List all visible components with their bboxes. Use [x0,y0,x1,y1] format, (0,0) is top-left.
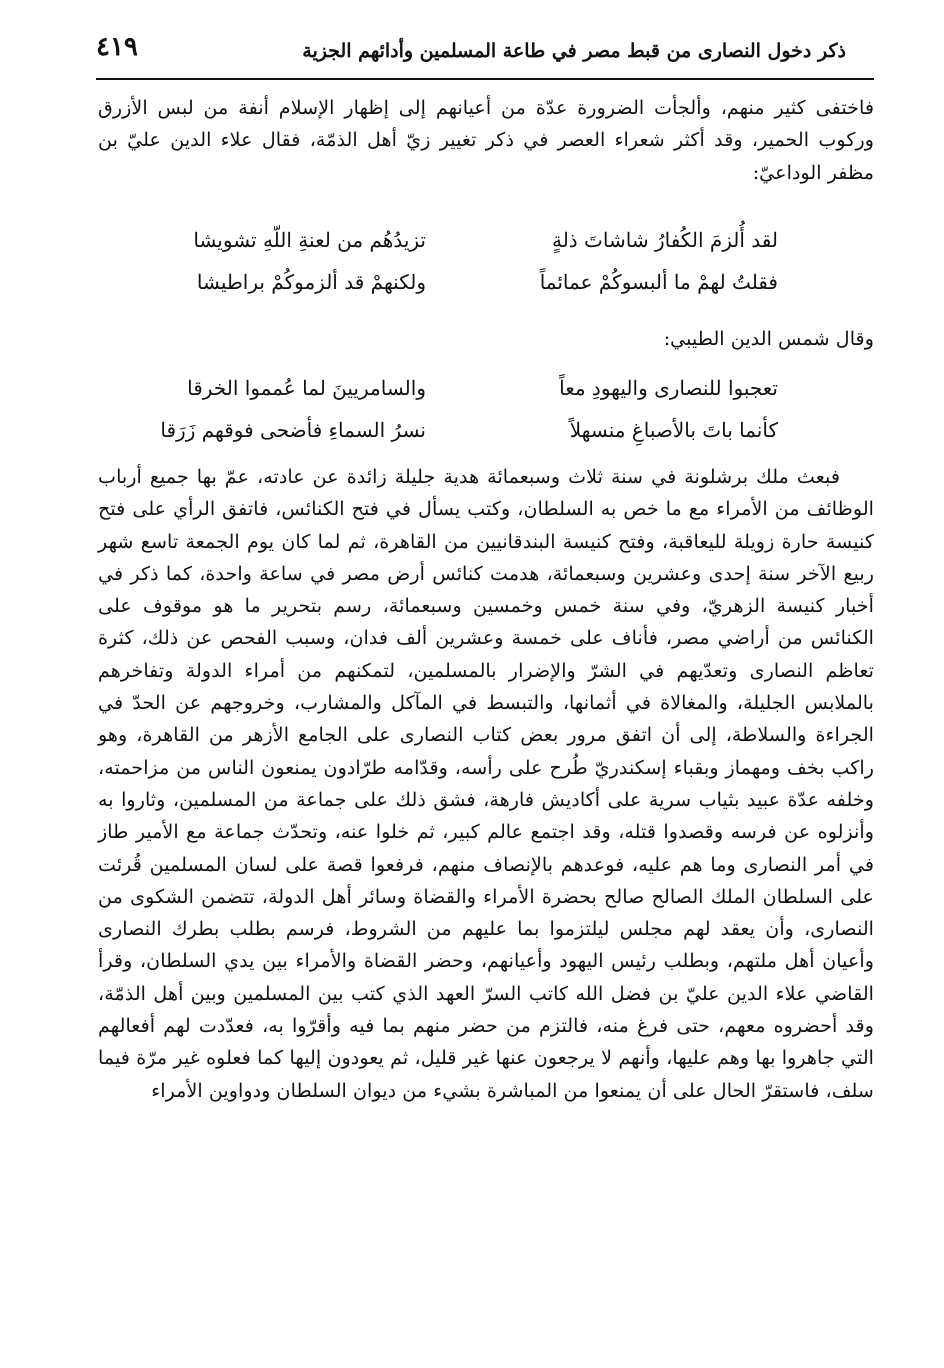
hemistich-first: تعجبوا للنصارى واليهودِ معاً [559,376,778,400]
hemistich-first: كأنما باتَ بالأصباغِ منسهلاً [569,418,778,442]
page-header [96,30,846,74]
hemistich-first: فقلتُ لهمْ ما ألبسوكُمْ عمائماً [539,270,778,294]
paragraph-2: فبعث ملك برشلونة في سنة ثلاث وسبعمائة هدية جليلة زائدة عن عادته، عمّ بها جميع أرباب الوظائف من الأمراء مع ما خص به السلطان، وكتب يسأل في فتح الكنائس، فاتفق الرأي على فتح كنيسة حارة زويلة لليعاقبة، وفتح كنيسة البندقانيين من القاهرة، ثم لما كان يوم الجمعة تاسع شهر ربيع الآخر سنة إحدى وعشرين وسبعمائة، هدمت كنائس أرض مصر في ساعة واحدة، كما ذكر في أخبار كنيسة الزهريّ، وفي سنة خمس وخمسين وسبعمائة، رسم بتحرير ما هو موقوف على الكنائس من أراضي مصر، فأناف على خمسة وعشرين ألف فدان، وسبب الفحص عن ذلك، كثرة تعاظم النصارى وتعدّيهم في الشرّ والإضرار بالمسلمين، لتمكنهم من أمراء الدولة وتفاخرهم بالملابس الجليلة، والمغالاة في أثمانها، والتبسط في المآكل والمشارب، وخروجهم عن الحدّ في الجراءة والسلاطة، إلى أن اتفق مرور بعض كتاب النصارى على الجامع الأزهر من القاهرة، وهو راكب بخف ومهماز وبقباء إسكندريّ طُرح على رأسه، وقدّامه طرّادون يمنعون الناس من مزاحمته، وخلفه عدّة عبيد بثياب سرية على أكاديش فارهة، فشق ذلك على جماعة من المسلمين، وثاروا به وأنزلوه عن فرسه وقصدوا قتله، وقد اجتمع عالم كبير، ثم خلوا عنه، وتحدّث جماعة مع الأمير طاز في أمر النصارى وما هم عليه، فوعدهم بالإنصاف منهم، فرفعوا قصة على لسان المسلمين قُرئت على السلطان الملك الصالح صالح بحضرة الأمراء والقضاة وسائر أهل الدولة، تتضمن الشكوى من النصارى، وأن يعقد لهم مجلس ليلتزموا بما عليهم من الشروط، فرسم بطلب بطرك النصارى وأعيان أهل ملتهم، وبطلب رئيس اليهود وأعيانهم، وحضر القضاة والأمراء بين يدي السلطان، وقرأ القاضي علاء الدين عليّ بن فضل الله كاتب السرّ العهد الذي كتب بين المسلمين وبين أهل الذمّة، وقد أحضروه معهم، حتى فرغ منه، فالتزم من حضر منهم بما فيه وأقرّوا به، فعدّدت لهم أفعالهم التي جاهروا بها وهم عليها، وأنهم لا يرجعون عنها غير قليل، ثم يعودون إليها كما فعلوه غير مرّة فيما سلف، فاستقرّ الحال على أن يمنعوا من المباشرة بشيء من ديوان السلطان ودواوين الأمراء [98,465,874,1102]
poem-2-verse-2 [98,412,878,452]
chapter-title: ذكر دخول النصارى من قبط مصر في طاعة المسلمين وأدائهم الجزية [302,40,846,62]
hemistich-second: ولكنهمْ قد ألزموكُمْ براطيشا [196,270,426,294]
hemistich-first: لقد أُلزمَ الكُفارُ شاشاتَ ذلةٍ [551,228,778,252]
poem-1-verse-1 [98,222,878,262]
hemistich-second: نسرُ السماءِ فأضحى فوقهم زَرَقا [160,418,426,442]
header-divider [96,78,874,80]
poem-2-verse-1 [98,370,878,410]
hemistich-second: والسامريينَ لما عُمموا الخرقا [187,376,426,400]
page-number: ٤١٩ [96,32,138,62]
poem-2-intro: وقال شمس الدين الطيبي: [663,327,874,350]
hemistich-second: تزيدُهُم من لعنةِ اللّهِ تشويشا [193,228,426,252]
poem-1-verse-2 [98,264,878,304]
paragraph-1: فاختفى كثير منهم، وألجأت الضرورة عدّة من أعيانهم إلى إظهار الإسلام أنفة من لبس الأزرق وركوب الحمير، وقد أكثر شعراء العصر في ذكر تغيير زيّ أهل الذمّة، فقال علاء الدين عليّ بن مظفر الوداعيّ: [98,96,874,184]
